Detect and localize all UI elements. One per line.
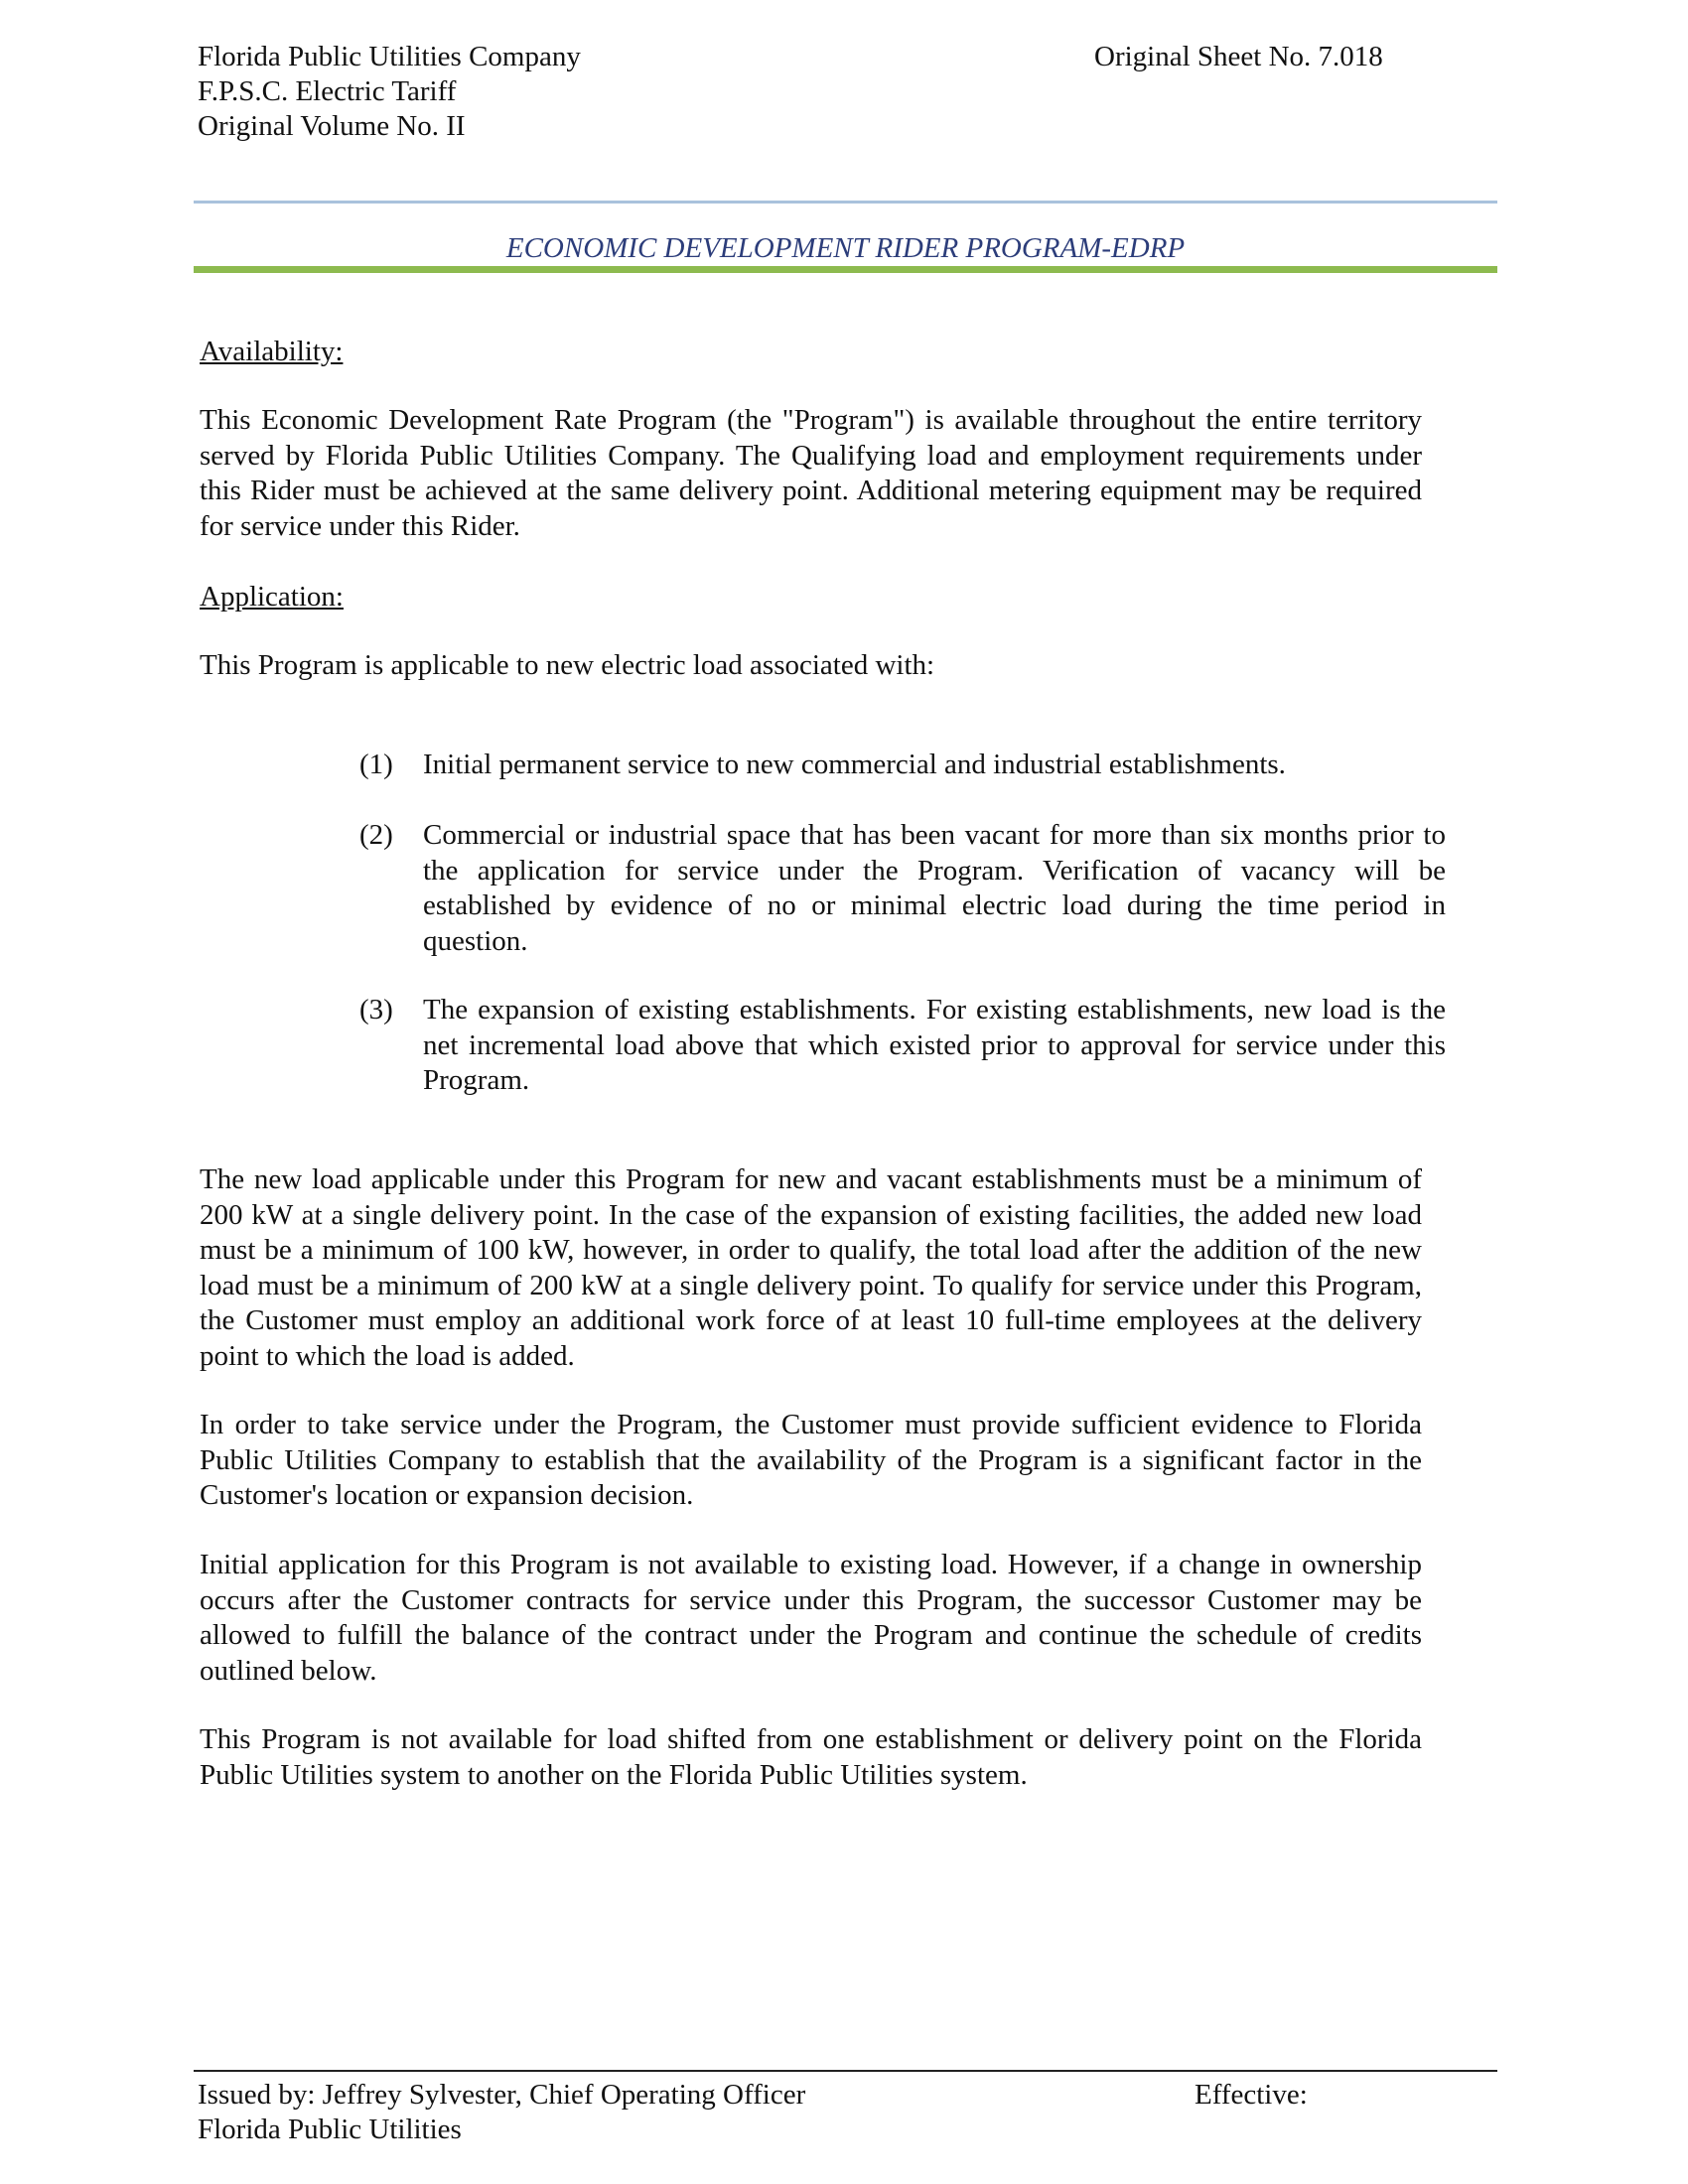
application-intro: This Program is applicable to new electric load associated with:: [200, 649, 935, 681]
issued-by: Issued by: Jeffrey Sylvester, Chief Operating Officer: [198, 2079, 806, 2111]
list-item-text: The expansion of existing establishments. For existing establishments, new load is the net incremental load above that which existed prior to approval for service under this Program.: [423, 994, 1446, 1096]
tariff-name: F.P.S.C. Electric Tariff: [198, 75, 457, 107]
list-item-number: (3): [359, 994, 393, 1025]
program-title: ECONOMIC DEVELOPMENT RIDER PROGRAM-EDRP: [505, 232, 1186, 264]
footer-divider: [194, 2070, 1497, 2072]
list-item-number: (1): [359, 749, 393, 780]
load-shift-paragraph: This Program is not available for load shifted from one establishment or delivery point on the Florida Public Utilities system to another on the Florida Public Utilities system.: [200, 1723, 1422, 1791]
application-heading: Application:: [200, 581, 344, 613]
list-item-text: Commercial or industrial space that has been vacant for more than six months prior to the application for service under the Program. Verification of vacancy will be established by evidence of no or minimal electric load during the time period in question.: [423, 819, 1446, 957]
header-divider: [194, 201, 1497, 204]
evidence-paragraph: In order to take service under the Program, the Customer must provide sufficient evidence to Florida Public Utilities Company to establish that the availability of the Program is a significant factor in the Customer's location or expansion decision.: [200, 1409, 1422, 1511]
list-item-number: (2): [359, 819, 393, 851]
availability-text: This Economic Development Rate Program (the "Program") is available throughout the entire territory served by Florida Public Utilities Company. The Qualifying load and employment requirements under this Rider must be achieved at the same delivery point. Additional metering equipment may be required for service under this Rider.: [200, 404, 1422, 542]
header-left: [198, 40, 581, 144]
load-requirements-paragraph: The new load applicable under this Program for new and vacant establishments must be a minimum of 200 kW at a single delivery point. In the case of the expansion of existing facilities, the added new load must be a minimum of 100 kW, however, in order to qualify, the total load after the addition of the new load must be a minimum of 200 kW at a single delivery point. To qualify for service under this Program, the Customer must employ an additional work force of at least 10 full-time employees at the delivery point to which the load is added.: [200, 1163, 1422, 1372]
title-divider: [194, 266, 1497, 273]
effective-label: Effective:: [1195, 2079, 1308, 2111]
company-name: Florida Public Utilities Company: [198, 41, 581, 72]
ownership-paragraph: Initial application for this Program is not available to existing load. However, if a change in ownership occurs after the Customer contracts for service under this Program, the successor Customer may be allowed to fulfill the balance of the contract under the Program and continue the schedule of credits outlined below.: [200, 1549, 1422, 1687]
issuer-org: Florida Public Utilities: [198, 2114, 462, 2145]
sheet-number: Original Sheet No. 7.018: [1094, 41, 1383, 72]
volume-label: Original Volume No. II: [198, 110, 466, 142]
list-item-text: Initial permanent service to new commercial and industrial establishments.: [423, 749, 1286, 780]
footer-left: [198, 2078, 805, 2147]
availability-heading: Availability:: [200, 336, 344, 367]
